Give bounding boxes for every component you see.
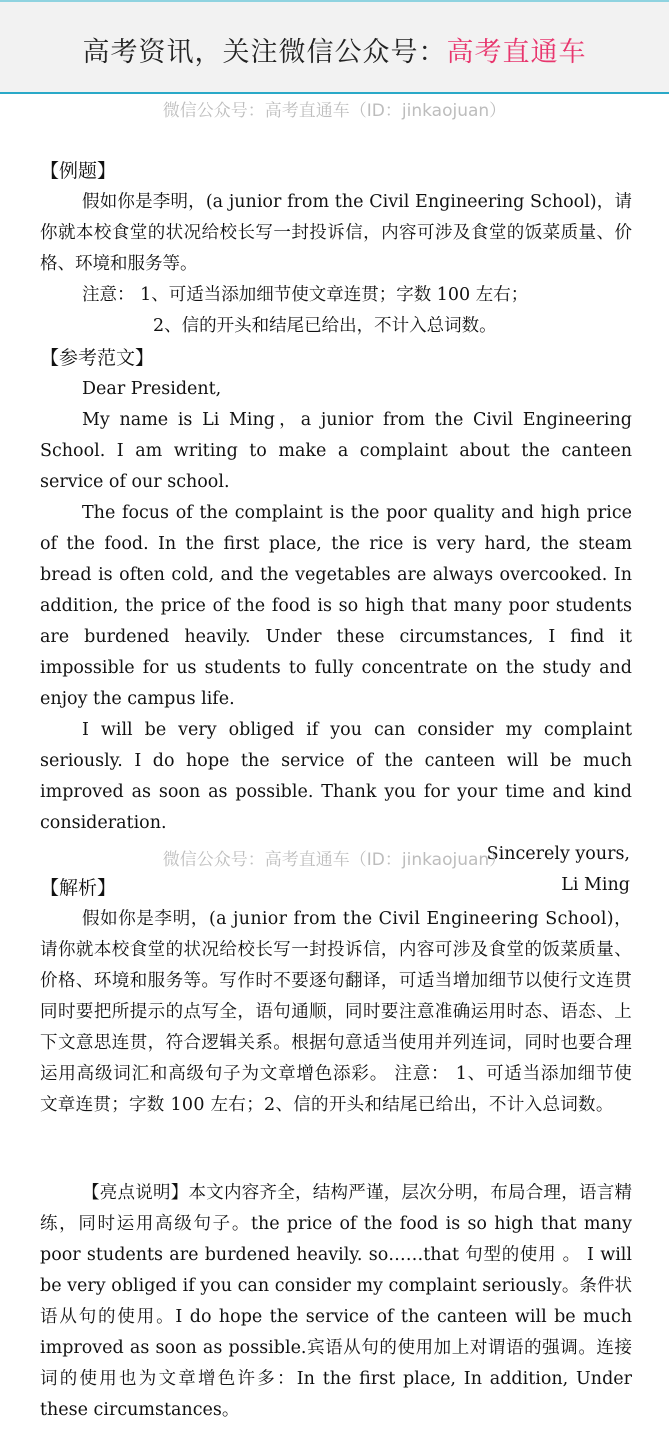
letter-salutation: Dear President, (82, 379, 222, 399)
example-heading: 【例题】 (40, 160, 117, 182)
banner-title (0, 30, 669, 69)
banner-account-name: 高考直通车 (446, 37, 587, 68)
watermark-top: 微信公众号：高考直通车（ID：jinkaojuan） (162, 101, 507, 121)
analysis-paragraph: 假如你是李明，(a junior from the Civil Engineering School)，请你就本校食堂的状况给校长写一封投诉信，内容可涉及食堂的饭菜质量、价格、环境和服务等。写作时不要逐句翻译，可适当增加细节以使行文连贯同时要把所提示的点写全，语句通顺，同时要注意准确运用时态、语态、上下文意思连贯，符合逻辑关系。根据句意适当使用并列连词，同时也要合理运用高级词汇和高级句子为文章增色添彩。 注意： 1、可适当添加细节使文章连贯；字数 100 左右；2、信的开头和结尾已给出，不计入总词数。 (40, 909, 632, 1115)
letter-signature: Li Ming (561, 875, 630, 895)
example-note-2: 2、信的开头和结尾已给出，不计入总词数。 (153, 316, 497, 336)
banner-divider (0, 92, 669, 94)
example-section (40, 156, 632, 342)
header-banner (0, 0, 669, 92)
letter-paragraph-2: The focus of the complaint is the poor quality and high price of the food. In the first place, the rice is very hard, the steam bread is often cold, and the vegetables are always overcooked. In addition, the price of the food is so high that many poor students are burdened heavily. Under these circumstances, I find it impossible for us students to fully concentrate on the study and enjoy the campus life. (40, 503, 632, 709)
letter-paragraph-1: My name is Li Ming，a junior from the Civil Engineering School. I am writing to make a complaint about the canteen service of our school. (40, 410, 632, 492)
banner-prefix: 高考资讯，关注微信公众号： (82, 37, 447, 68)
analysis-section (40, 873, 632, 1121)
example-prompt: 假如你是李明，(a junior from the Civil Engineering School)，请你就本校食堂的状况给校长写一封投诉信，内容可涉及食堂的饭菜质量、价格、环境和服务等。 (40, 192, 632, 274)
sample-heading: 【参考范文】 (40, 347, 155, 369)
highlights-paragraph: 【亮点说明】本文内容齐全，结构严谨，层次分明，布局合理，语言精练，同时运用高级句子。the price of the food is so high that many poor students are burdened heavily. so……that 句型的使用 。 I will be very obliged if you can consider my complaint seriously。条件状语从句的使用。I do hope the service of the canteen will be much improved as soon as possible.宾语从句的使用加上对谓语的强调。连接词的使用也为文章增色许多：In the first place, In addition, Under these circumstances。 (40, 1183, 632, 1420)
letter-paragraph-3: I will be very obliged if you can consider my complaint seriously. I do hope the service of the canteen will be much improved as soon as possible. Thank you for your time and kind consideration. (40, 720, 632, 833)
example-note-1: 注意： 1、可适当添加细节使文章连贯；字数 100 左右； (82, 285, 529, 305)
highlights-section (40, 1178, 632, 1426)
letter-closing: Sincerely yours, (486, 844, 630, 864)
analysis-heading: 【解析】 (40, 877, 117, 899)
sample-essay-section (40, 343, 632, 901)
watermark-middle: 微信公众号：高考直通车（ID：jinkaojuan） (162, 850, 507, 870)
